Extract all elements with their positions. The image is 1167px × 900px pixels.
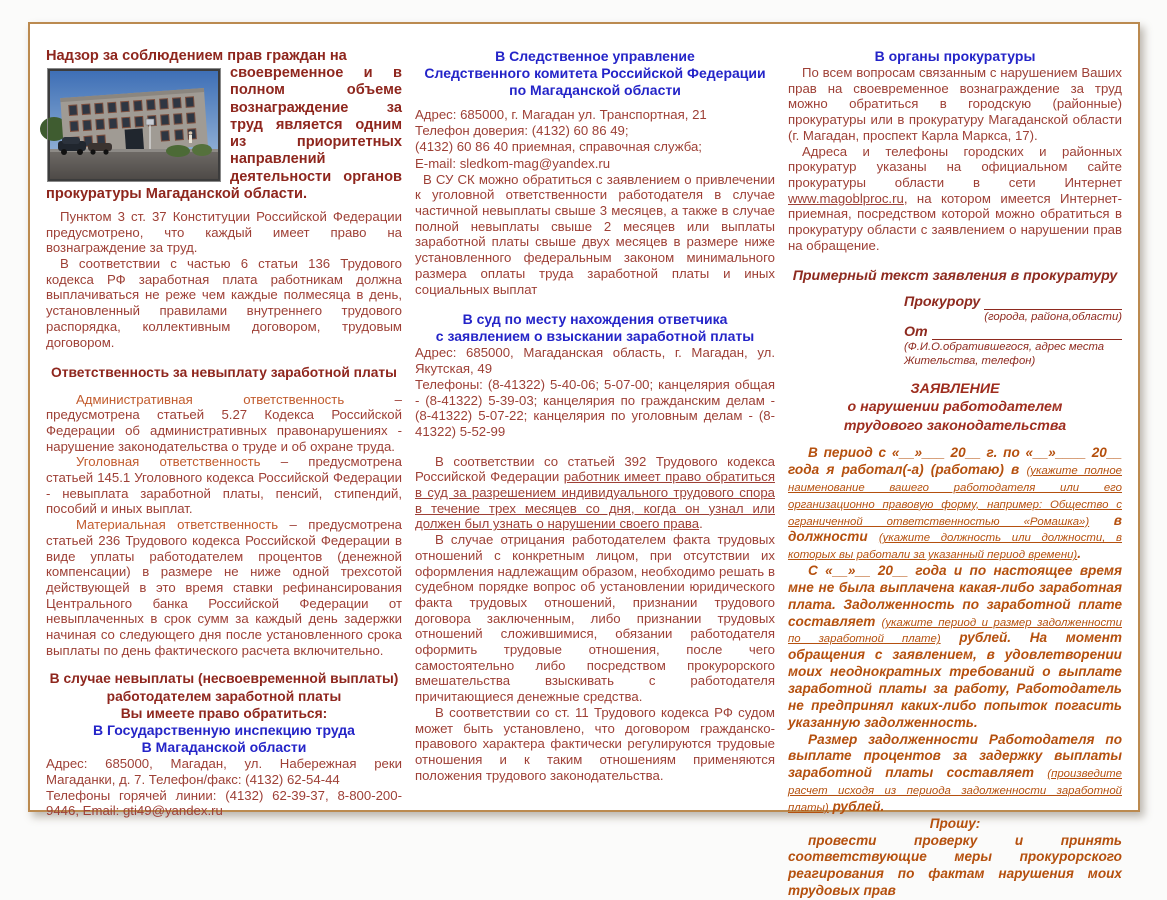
photo-road bbox=[50, 151, 218, 179]
paragraph-material-liability: Материальная ответственность – предусмотрена статьей 236 Трудового кодекса Российской Федерации в виде уплаты работодателем процентов (денежной компенсации) в размере не ниже одной трехсотой действующей в это время ставки рефинансирования Центрального банка Российской Федерации от невыплаченных в срок сумм за каждый день задержки начиная со следующего дня после установленного срока выплаты по день фактического расчета включительно. bbox=[46, 517, 402, 658]
paragraph-criminal-liability: Уголовная ответственность – предусмотрена статьей 145.1 Уголовного кодекса Российской Федерации - невыплата заработной платы, пенсий, стипендий, пособий и иных выплат. bbox=[46, 454, 402, 517]
sk-email: E-mail: sledkom-mag@yandex.ru bbox=[415, 155, 611, 171]
paragraph-prosecution-contacts: По всем вопросам связанным с нарушением Ваших прав на своевременное вознаграждение за труд можно обратиться в городскую (районные) прокуратуры или в прокуратуру Магаданской области (г. Магадан, проспект Карла Маркса, 17). bbox=[788, 65, 1122, 143]
middle-column bbox=[415, 48, 775, 798]
investigative-committee-heading: по Магаданской области bbox=[509, 82, 681, 99]
application-header-block bbox=[904, 294, 1122, 368]
investigative-committee-heading: В Следственное управление bbox=[495, 48, 695, 64]
from-label: От bbox=[904, 323, 928, 340]
case-heading-line: Вы имеете право обратиться: bbox=[120, 705, 328, 721]
court-phones: Телефоны: (8-41322) 5-40-06; 5-07-00; канцелярия общая - (8-41322) 5-39-03; канцелярия по гражданским делам - (8-41322) 5-07-22; канцелярия по уголовным делам - (8-41322) 5-52-99 bbox=[415, 376, 775, 439]
application-subtitle: трудового законодательства bbox=[843, 417, 1067, 434]
brochure-page bbox=[28, 22, 1140, 899]
to-prosecutor-row bbox=[904, 294, 1122, 310]
sk-reception-phone: (4132) 60 86 40 приемная, справочная служба; bbox=[415, 139, 702, 155]
investigative-committee-heading: Следственного комитета Российской Федерации bbox=[424, 65, 766, 82]
page-title: Надзор за соблюдением прав граждан на bbox=[46, 48, 347, 64]
application-paragraph-period: В период с «__»___ 20__ г. по «__»____ 20__ года я работал(-а) (работаю) в (укажите полное наименование вашего работодателя или его организационно правовую форму, например: Общество с ограниченной ответственностью «Ромашка») в должности (укажите должность или должности, в которых вы работали за указанный период времени). bbox=[788, 445, 1122, 562]
paragraph-article-392: В соответствии со статьей 392 Трудового кодекса Российской Федерации работник имеет право обратиться в суд за разрешением индивидуального трудового спора в течение трех месяцев со дня, когда он узнал или должен был узнать о нарушении своего права. bbox=[415, 453, 775, 532]
photo-bush bbox=[166, 145, 190, 157]
application-paragraph-interest: Размер задолженности Работодателя по выплате процентов за задержку выплаты заработной платы составляет (произведите расчет исходя из периода задолженности заработной платы) рублей. bbox=[788, 731, 1122, 814]
sk-address: Адрес: 685000, г. Магадан ул. Транспортная, 21 bbox=[415, 107, 707, 123]
application-subtitle: о нарушении работодателем bbox=[847, 399, 1063, 416]
case-heading-line: работодателем заработной платы bbox=[106, 688, 342, 704]
section-heading-liability: Ответственность за невыплату заработной платы bbox=[51, 365, 397, 381]
building-photo-illustration bbox=[50, 71, 218, 179]
request-title: Прошу: bbox=[929, 815, 981, 831]
paragraph-article-11: В соответствии со ст. 11 Трудового кодекса РФ судом может быть установлено, что договором гражданско-правового характера фактически регулируются трудовые отношения и к таким отношениям применяются положения трудового законодательства. bbox=[415, 704, 775, 783]
application-paragraph-request: провести проверку и принять соответствующие меры прокурорского реагирования по фактам нарушения моих трудовых прав bbox=[788, 832, 1122, 899]
left-column bbox=[46, 48, 402, 819]
right-column bbox=[788, 48, 1122, 899]
blank-line bbox=[932, 325, 1122, 340]
intro-block bbox=[46, 65, 402, 203]
court-heading: В суд по месту нахождения ответчика bbox=[462, 311, 728, 328]
where-to-apply-block bbox=[46, 670, 402, 756]
application-title: ЗАЯВЛЕНИЕ bbox=[910, 380, 1000, 397]
paragraph-administrative-liability: Административная ответственность – предусмотрена статьей 5.27 Кодекса Российской Федерации об административных правонарушениях - нарушение законодательства о труде и об охране труда. bbox=[46, 391, 402, 454]
labor-inspection-address: Адрес: 685000, Магадан, ул. Набережная реки Магаданки, д. 7. Телефон/факс: (4132) 62-54-44 bbox=[46, 756, 402, 788]
to-prosecutor-label: Прокурору bbox=[904, 293, 981, 310]
sk-trust-phone: Телефон доверия: (4132) 60 86 49; bbox=[415, 123, 629, 139]
sample-application-title: Примерный текст заявления в прокуратуру bbox=[792, 267, 1118, 284]
page-title-continued: своевременное и в полном объеме вознаграждение за труд является одним из приоритетных направлений деятельности органов прокуратуры Магаданской области. bbox=[46, 65, 402, 202]
to-prosecutor-caption: (города, района,области) bbox=[984, 310, 1122, 323]
from-row bbox=[904, 324, 1122, 340]
photo-entrance bbox=[125, 129, 144, 152]
photo-person bbox=[189, 131, 193, 143]
building-photo bbox=[48, 69, 220, 181]
labor-inspection-heading: В Магаданской области bbox=[141, 739, 307, 756]
photo-sign bbox=[146, 119, 154, 125]
photo-bush bbox=[192, 144, 212, 156]
paragraph-labor-relations-fact: В случае отрицания работодателем факта трудовых отношений с конкретным лицом, при отсутствии их оформления надлежащим образом, необходимо решать в судебном порядке вопрос об установлении юридического факта трудовых отношений, признании трудового договора заключенным, либо признании трудовых отношений сложившимися, обязании работодателя оформить трудовые отношения, после чего самостоятельно либо посредством прокурорского вмешательства взыскивать с работодателя причитающиеся денежные средства. bbox=[415, 532, 775, 705]
labor-inspection-heading: В Государственную инспекцию труда bbox=[93, 722, 355, 739]
prosecution-heading: В органы прокуратуры bbox=[874, 48, 1036, 64]
paragraph-su-sk: В СУ СК можно обратиться с заявлением о привлечении к уголовной ответственности работодателя в случае частичной невыплаты свыше 3 месяцев, а также в случае полной невыплаты свыше 2 месяцев или выплаты заработной платы свыше двух месяцев в размере ниже установленного федеральным законом минимального размера оплаты труда заработной платы и иных социальных выплат bbox=[415, 171, 775, 297]
application-title-block bbox=[788, 380, 1122, 435]
paragraph-prosecution-website: Адреса и телефоны городских и районных прокуратур указаны на официальном сайте прокуратуры области в сети Интернет www.magoblproc.ru, на котором имеется Интернет-приемная, посредством которой можно обратиться в прокуратуру области с заявлением о нарушении прав на обращение. bbox=[788, 143, 1122, 253]
court-heading: с заявлением о взыскании заработной платы bbox=[435, 328, 755, 345]
paragraph-labor-code-136: В соответствии с частью 6 статьи 136 Трудового кодекса РФ заработная плата работникам должна выплачиваться не реже чем каждые полмесяца в день, установленный правилами внутреннего трудового распорядка, коллективным договором, трудовым договором. bbox=[46, 256, 402, 350]
from-caption: (Ф.И.О.обратившегося, адрес места Жительства, телефон) bbox=[904, 340, 1105, 367]
application-paragraph-debt: С «__»__ 20__ года и по настоящее время мне не была выплачена какая-либо заработная плата. Задолженность по заработной плате составляет (укажите период и размер задолженности по заработной плате) рублей. На момент обращения с заявлением, в удовлетворении моих неоднократных требований о выплате заработной платы за работу, Работодатель не предпринял каких-либо попыток погасить указанную задолженность. bbox=[788, 563, 1122, 730]
labor-inspection-hotline: Телефоны горячей линии: (4132) 62-39-37, 8-800-200-9446, Email: gti49@yandex.ru bbox=[46, 787, 402, 819]
court-address: Адрес: 685000, Магаданская область, г. Магадан, ул. Якутская, 49 bbox=[415, 345, 775, 377]
blank-line bbox=[984, 295, 1122, 310]
case-heading-line: В случае невыплаты (несвоевременной выплаты) bbox=[49, 671, 399, 687]
paragraph-constitution: Пунктом 3 ст. 37 Конституции Российской Федерации предусмотрено, что каждый имеет право на вознаграждение за труд. bbox=[46, 208, 402, 256]
